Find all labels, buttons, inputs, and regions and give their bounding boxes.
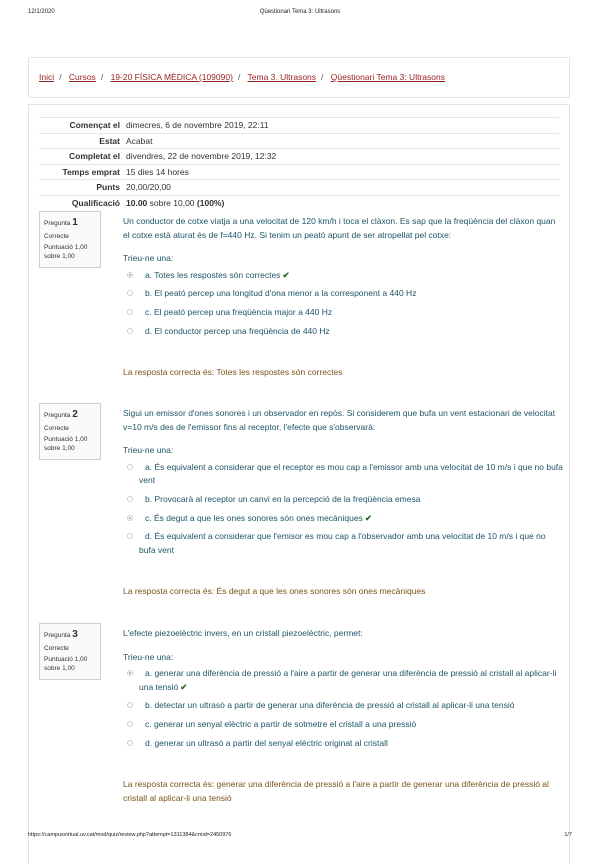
- radio-button[interactable]: [127, 309, 133, 315]
- radio-button[interactable]: [127, 328, 133, 334]
- breadcrumb-quiz[interactable]: Qüestionari Tema 3: Ultrasons: [330, 72, 445, 82]
- summary-value: 15 dies 14 hores: [123, 164, 559, 180]
- answer-option[interactable]: [123, 493, 563, 507]
- question-score: Puntuació 1,00 sobre 1,00: [44, 436, 88, 453]
- breadcrumb: Inici / Cursos / 19-20 FÍSICA MÈDICA (109090) / Tema 3. Ultrasons / Qüestionari Tema 3: Ultrasons: [28, 57, 570, 98]
- option-text: c. És degut a que les ones sonores són ones mecàniques: [145, 512, 363, 523]
- breadcrumb-courses[interactable]: Cursos: [68, 72, 96, 82]
- answer-option[interactable]: [123, 737, 563, 751]
- summary-value: Acabat: [123, 133, 559, 149]
- correct-answer-feedback: La resposta correcta és: Totes les respostes són correctes: [123, 367, 343, 378]
- question-prompt: Sigui un emissor d'ones sonores i un observador en repòs. Si considerem que bufa un vent estacionari de velocitat v=10 m/s des de l'emissor fins al receptor, l'efecte que s'observarà:: [123, 408, 556, 432]
- print-page: 1/7: [564, 832, 572, 838]
- radio-button[interactable]: [127, 721, 133, 727]
- answer-option[interactable]: [123, 699, 563, 713]
- summary-value: divendres, 22 de novembre 2019, 12:32: [123, 149, 559, 165]
- answer-option[interactable]: [123, 512, 563, 526]
- summary-label: Completat el: [39, 149, 123, 165]
- radio-button[interactable]: [127, 272, 133, 278]
- answer-option[interactable]: [123, 530, 563, 557]
- option-text: c. El peató percep una freqüència major a 440 Hz: [145, 306, 333, 317]
- option-text: b. detectar un ultrasò a partir de generar una diferència de pressió al cristall al aplicar-li una tensió: [145, 700, 515, 711]
- correct-answer-feedback: La resposta correcta és: generar una diferència de pressió a l'aire a partir de generar una diferència de pressió al cristall al aplicar-li una tensió: [123, 779, 549, 803]
- question-label: Pregunta: [44, 632, 71, 639]
- print-title: Qüestionari Tema 3: Ultrasons: [259, 9, 341, 15]
- summary-label: Estat: [39, 133, 123, 149]
- question-label: Pregunta: [44, 220, 71, 227]
- question-number: 2: [72, 409, 78, 420]
- radio-button[interactable]: [127, 515, 133, 521]
- question-status: Correcte: [44, 644, 69, 652]
- radio-button[interactable]: [127, 740, 133, 746]
- summary-value: dimecres, 6 de novembre 2019, 22:11: [123, 118, 559, 134]
- question-info: [39, 403, 101, 460]
- answer-option[interactable]: [123, 306, 563, 320]
- check-icon: ✔: [282, 269, 290, 280]
- option-text: d. És equivalent a considerar que l'emisor es mou cap a l'observador amb una velocitat de 10 m/s i que no bufa vent: [139, 531, 546, 555]
- question-info: [39, 211, 101, 268]
- option-text: b. El peató percep una longitud d'ona menor a la corresponent a 440 Hz: [145, 288, 417, 299]
- answer-option[interactable]: [123, 718, 563, 732]
- choose-one-label: Trieu-ne una:: [123, 651, 174, 662]
- summary-label: Temps emprat: [39, 164, 123, 180]
- print-date: 12/1/2020: [28, 9, 55, 15]
- question-number: 1: [72, 217, 78, 228]
- question-content: [123, 215, 563, 380]
- option-text: d. generar un ultrasò a partir del senyal elèctric originat al cristall: [145, 737, 388, 748]
- summary-label: Qualificació: [39, 195, 123, 211]
- check-icon: ✔: [180, 681, 188, 692]
- answer-option[interactable]: [123, 667, 563, 694]
- quiz-review: [28, 104, 570, 864]
- question-prompt: Un conductor de cotxe viatja a una velocitat de 120 km/h i toca el clàxon. Es sap que la freqüència del clàxon quan el cotxe està aturat és de f=440 Hz. Si tenim un peató apunt de ser atropellat pel cotxe:: [123, 216, 556, 240]
- breadcrumb-topic[interactable]: Tema 3. Ultrasons: [247, 72, 317, 82]
- attempt-summary: [39, 117, 559, 211]
- radio-button[interactable]: [127, 290, 133, 296]
- option-text: a. És equivalent a considerar que el receptor es mou cap a l'emissor amb una velocitat de 10 m/s i que no bufa vent: [139, 461, 563, 486]
- answer-option[interactable]: [123, 461, 563, 488]
- question-content: [123, 627, 563, 805]
- radio-button[interactable]: [127, 496, 133, 502]
- radio-button[interactable]: [127, 670, 133, 676]
- question-number: 3: [72, 629, 78, 640]
- option-text: c. generar un senyal elèctric a partir de sotmetre el cristall a una pressió: [145, 718, 417, 729]
- question-label: Pregunta: [44, 412, 71, 419]
- radio-button[interactable]: [127, 464, 133, 470]
- summary-value: 20,00/20,00: [123, 180, 559, 196]
- question-status: Correcte: [44, 232, 69, 240]
- print-url: https://campusvirtual.uv.cat/mod/quiz/review.php?attempt=1311384&cmid=2450976: [28, 832, 232, 838]
- answer-option[interactable]: [123, 287, 563, 301]
- option-text: b. Provocarà al receptor un canvi en la percepció de la freqüència emesa: [145, 493, 421, 504]
- question-content: [123, 407, 563, 599]
- answer-option[interactable]: [123, 325, 563, 339]
- radio-button[interactable]: [127, 533, 133, 539]
- question-score: Puntuació 1,00 sobre 1,00: [44, 656, 88, 673]
- option-text: a. generar una diferència de pressió a l'aire a partir de generar una diferència de pressió al cristall al aplicar-li una tensió: [139, 668, 557, 692]
- summary-label: Començat el: [39, 118, 123, 134]
- question-prompt: L'efecte piezoelèctric invers, en un cristall piezoelèctric, permet:: [123, 628, 363, 638]
- grade-value: 10.00 sobre 10,00 (100%): [123, 195, 559, 211]
- option-text: d. El conductor percep una freqüència de 440 Hz: [145, 325, 330, 336]
- question-info: [39, 623, 101, 680]
- choose-one-label: Trieu-ne una:: [123, 445, 174, 456]
- summary-label: Punts: [39, 180, 123, 196]
- choose-one-label: Trieu-ne una:: [123, 253, 174, 264]
- breadcrumb-home[interactable]: Inici: [39, 72, 55, 82]
- breadcrumb-course[interactable]: 19-20 FÍSICA MÈDICA (109090): [110, 72, 233, 82]
- question-status: Correcte: [44, 424, 69, 432]
- question-score: Puntuació 1,00 sobre 1,00: [44, 244, 88, 261]
- radio-button[interactable]: [127, 702, 133, 708]
- check-icon: ✔: [364, 512, 372, 523]
- answer-option[interactable]: [123, 269, 563, 283]
- option-text: a. Totes les respostes són correctes: [145, 269, 281, 280]
- correct-answer-feedback: La resposta correcta és: És degut a que les ones sonores són ones mecàniques: [123, 586, 426, 597]
